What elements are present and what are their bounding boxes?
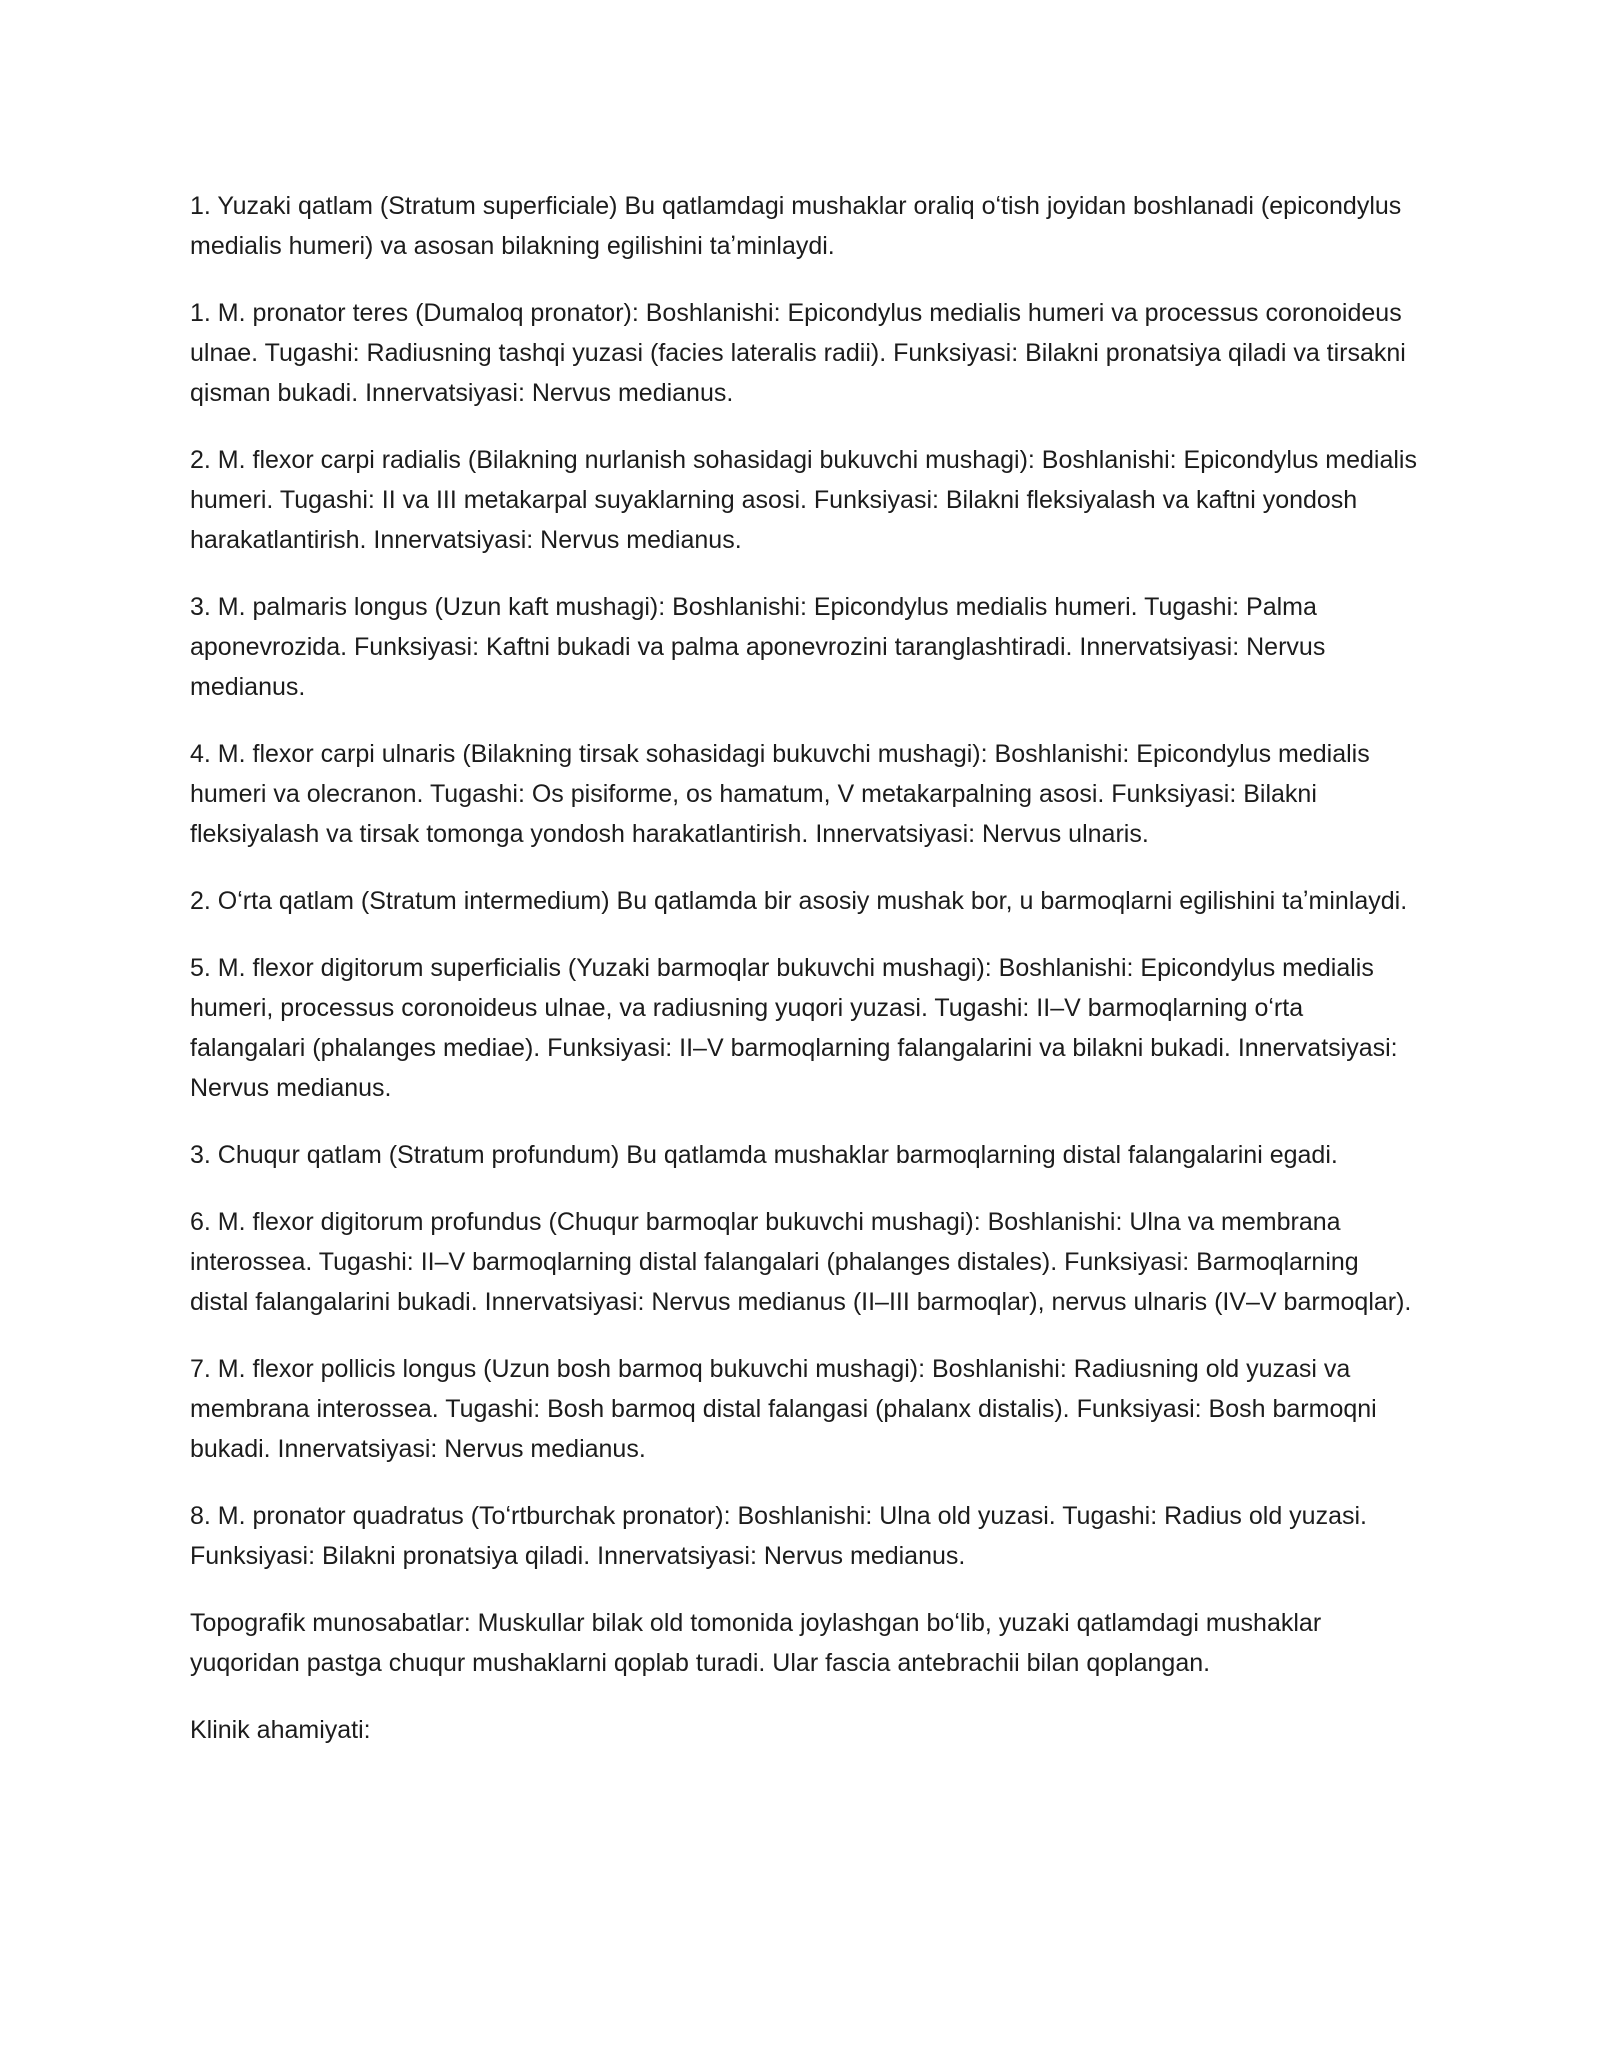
muscle-pronator-teres: 1. M. pronator teres (Dumaloq pronator): Boshlanishi: Epicondylus medialis humeri va processus coronoideus ulnae. Tugashi: Radiusning tashqi yuzasi (facies lateralis radii). Funksiyasi: Bilakni pronatsiya qiladi va tirsakni qisman bukadi. Innervatsiyasi: Nervus medianus. — [190, 299, 1406, 407]
section-heading-deep-layer: 3. Chuqur qatlam (Stratum profundum) Bu qatlamda mushaklar barmoqlarning distal falangalarini egadi. — [190, 1141, 1338, 1169]
muscle-pronator-quadratus: 8. M. pronator quadratus (Toʻrtburchak pronator): Boshlanishi: Ulna old yuzasi. Tugashi: Radius old yuzasi. Funksiyasi: Bilakni pronatsiya qiladi. Innervatsiyasi: Nervus medianus. — [190, 1502, 1367, 1570]
section-heading-superficial-layer: 1. Yuzaki qatlam (Stratum superficiale) Bu qatlamdagi mushaklar oraliq oʻtish joyidan boshlanadi (epicondylus medialis humeri) va asosan bilakning egilishini taʼminlaydi. — [190, 192, 1402, 260]
muscle-flexor-carpi-ulnaris: 4. M. flexor carpi ulnaris (Bilakning tirsak sohasidagi bukuvchi mushagi): Boshlanishi: Epicondylus medialis humeri va olecranon. Tugashi: Os pisiforme, os hamatum, V metakarpalning asosi. Funksiyasi: Bilakni fleksiyalash va tirsak tomonga yondosh harakatlantirish. Innervatsiyasi: Nervus ulnaris. — [190, 740, 1370, 848]
muscle-flexor-carpi-radialis: 2. M. flexor carpi radialis (Bilakning nurlanish sohasidagi bukuvchi mushagi): Boshlanishi: Epicondylus medialis humeri. Tugashi: II va III metakarpal suyaklarning asosi. Funksiyasi: Bilakni fleksiyalash va kaftni yondosh harakatlantirish. Innervatsiyasi: Nervus medianus. — [190, 446, 1417, 554]
clinical-significance-heading: Klinik ahamiyati: — [190, 1716, 371, 1744]
section-heading-intermediate-layer: 2. Oʻrta qatlam (Stratum intermedium) Bu qatlamda bir asosiy mushak bor, u barmoqlarni egilishini taʼminlaydi. — [190, 887, 1408, 915]
muscle-flexor-digitorum-profundus: 6. M. flexor digitorum profundus (Chuqur barmoqlar bukuvchi mushagi): Boshlanishi: Ulna va membrana interossea. Tugashi: II–V barmoqlarning distal falangalari (phalanges distales). Funksiyasi: Barmoqlarning distal falangalarini bukadi. Innervatsiyasi: Nervus medianus (II–III barmoqlar), nervus ulnaris (IV–V barmoqlar). — [190, 1208, 1412, 1316]
muscle-flexor-pollicis-longus: 7. M. flexor pollicis longus (Uzun bosh barmoq bukuvchi mushagi): Boshlanishi: Radiusning old yuzasi va membrana interossea. Tugashi: Bosh barmoq distal falangasi (phalanx distalis). Funksiyasi: Bosh barmoqni bukadi. Innervatsiyasi: Nervus medianus. — [190, 1355, 1377, 1463]
muscle-palmaris-longus: 3. M. palmaris longus (Uzun kaft mushagi): Boshlanishi: Epicondylus medialis humeri. Tugashi: Palma aponevrozida. Funksiyasi: Kaftni bukadi va palma aponevrozini taranglashtiradi. Innervatsiyasi: Nervus medianus. — [190, 593, 1326, 701]
muscle-flexor-digitorum-superficialis: 5. M. flexor digitorum superficialis (Yuzaki barmoqlar bukuvchi mushagi): Boshlanishi: Epicondylus medialis humeri, processus coronoideus ulnae, va radiusning yuqori yuzasi. Tugashi: II–V barmoqlarning oʻrta falangalari (phalanges mediae). Funksiyasi: II–V barmoqlarning falangalarini va bilakni bukadi. Innervatsiyasi: Nervus medianus. — [190, 954, 1398, 1102]
topographic-relations-paragraph: Topografik munosabatlar: Muskullar bilak old tomonida joylashgan boʻlib, yuzaki qatlamdagi mushaklar yuqoridan pastga chuqur mushaklarni qoplab turadi. Ular fascia antebrachii bilan qoplangan. — [190, 1609, 1322, 1677]
document-page — [190, 186, 1420, 1777]
